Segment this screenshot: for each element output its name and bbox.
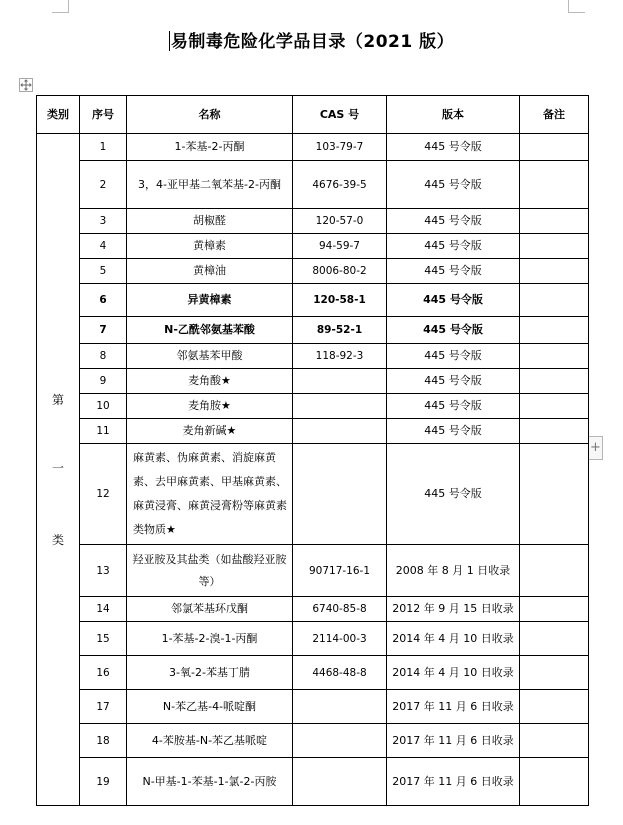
table-row [37, 317, 589, 344]
remark-cell [520, 394, 589, 419]
name-cell: 羟亚胺及其盐类（如盐酸羟亚胺等） [127, 545, 293, 597]
serial-cell: 19 [80, 758, 127, 806]
remark-cell [520, 134, 589, 161]
serial-cell: 1 [80, 134, 127, 161]
header-name: 名称 [127, 96, 293, 134]
name-cell: 麦角胺★ [127, 394, 293, 419]
cas-cell [293, 419, 387, 444]
serial-cell: 7 [80, 317, 127, 344]
serial-cell: 11 [80, 419, 127, 444]
table-row [37, 161, 589, 209]
name-cell: 胡椒醛 [127, 209, 293, 234]
cas-cell [293, 369, 387, 394]
name-cell: 麦角酸★ [127, 369, 293, 394]
page-title [0, 27, 623, 52]
table-row [37, 369, 589, 394]
table-row [37, 259, 589, 284]
table-row [37, 758, 589, 806]
version-cell: 445 号令版 [387, 444, 520, 545]
category-char: 类 [51, 532, 64, 547]
name-cell: 4-苯胺基-N-苯乙基哌啶 [127, 724, 293, 758]
remark-cell [520, 622, 589, 656]
serial-cell: 15 [80, 622, 127, 656]
serial-cell: 18 [80, 724, 127, 758]
header-serial: 序号 [80, 96, 127, 134]
serial-cell: 2 [80, 161, 127, 209]
name-cell: 黄樟素 [127, 234, 293, 259]
serial-cell: 17 [80, 690, 127, 724]
remark-cell [520, 344, 589, 369]
remark-cell [520, 161, 589, 209]
remark-cell [520, 724, 589, 758]
version-cell: 445 号令版 [387, 234, 520, 259]
remark-cell [520, 690, 589, 724]
serial-cell: 4 [80, 234, 127, 259]
cas-cell: 103-79-7 [293, 134, 387, 161]
name-cell: 邻氯苯基环戊酮 [127, 597, 293, 622]
table-row [37, 284, 589, 317]
cas-cell: 118-92-3 [293, 344, 387, 369]
remark-cell [520, 209, 589, 234]
page-corner-mark-left [52, 0, 69, 13]
table-header-row [37, 96, 589, 134]
text-cursor [169, 31, 170, 51]
table-row [37, 419, 589, 444]
header-version: 版本 [387, 96, 520, 134]
version-cell: 445 号令版 [387, 394, 520, 419]
cas-cell [293, 758, 387, 806]
name-cell: N-苯乙基-4-哌啶酮 [127, 690, 293, 724]
cas-cell: 120-57-0 [293, 209, 387, 234]
remark-cell [520, 369, 589, 394]
category-char: 一 [51, 460, 64, 475]
version-cell: 2008 年 8 月 1 日收录 [387, 545, 520, 597]
cas-cell: 94-59-7 [293, 234, 387, 259]
catalog-table [36, 95, 589, 806]
cas-cell [293, 724, 387, 758]
cas-cell: 4468-48-8 [293, 656, 387, 690]
cas-cell: 4676-39-5 [293, 161, 387, 209]
table-row [37, 690, 589, 724]
table-row [37, 394, 589, 419]
header-category: 类别 [37, 96, 80, 134]
remark-cell [520, 444, 589, 545]
version-cell: 2017 年 11 月 6 日收录 [387, 690, 520, 724]
remark-cell [520, 656, 589, 690]
remark-cell [520, 284, 589, 317]
remark-cell [520, 597, 589, 622]
version-cell: 445 号令版 [387, 344, 520, 369]
table-row [37, 622, 589, 656]
cas-cell: 2114-00-3 [293, 622, 387, 656]
table-row [37, 344, 589, 369]
serial-cell: 8 [80, 344, 127, 369]
cas-cell [293, 690, 387, 724]
serial-cell: 5 [80, 259, 127, 284]
serial-cell: 10 [80, 394, 127, 419]
remark-cell [520, 758, 589, 806]
table-row [37, 724, 589, 758]
serial-cell: 6 [80, 284, 127, 317]
version-cell: 445 号令版 [387, 419, 520, 444]
remark-cell [520, 259, 589, 284]
name-cell: N-乙酰邻氨基苯酸 [127, 317, 293, 344]
table-move-handle-icon[interactable] [19, 78, 33, 92]
serial-cell: 14 [80, 597, 127, 622]
table-row [37, 134, 589, 161]
version-cell: 2017 年 11 月 6 日收录 [387, 724, 520, 758]
version-cell: 2017 年 11 月 6 日收录 [387, 758, 520, 806]
name-cell: 异黄樟素 [127, 284, 293, 317]
version-cell: 445 号令版 [387, 209, 520, 234]
name-cell: 3-氧-2-苯基丁腈 [127, 656, 293, 690]
remark-cell [520, 234, 589, 259]
serial-cell: 16 [80, 656, 127, 690]
version-cell: 445 号令版 [387, 317, 520, 344]
table-row [37, 234, 589, 259]
name-cell: 邻氨基苯甲酸 [127, 344, 293, 369]
table-row [37, 656, 589, 690]
remark-cell [520, 419, 589, 444]
cas-cell: 8006-80-2 [293, 259, 387, 284]
category-char: 第 [51, 392, 64, 407]
version-cell: 445 号令版 [387, 369, 520, 394]
name-cell: 1-苯基-2-溴-1-丙酮 [127, 622, 293, 656]
version-cell: 2014 年 4 月 10 日收录 [387, 622, 520, 656]
cas-cell: 120-58-1 [293, 284, 387, 317]
cas-cell: 90717-16-1 [293, 545, 387, 597]
cas-cell [293, 394, 387, 419]
header-remark: 备注 [520, 96, 589, 134]
name-cell: 黄樟油 [127, 259, 293, 284]
remark-cell [520, 545, 589, 597]
table-row [37, 545, 589, 597]
table-row [37, 444, 589, 545]
add-row-plus-icon[interactable]: + [588, 436, 603, 460]
serial-cell: 9 [80, 369, 127, 394]
page-title-text: 易制毒危险化学品目录（2021 版） [170, 32, 455, 52]
table-row [37, 209, 589, 234]
name-cell: 3，4-亚甲基二氧苯基-2-丙酮 [127, 161, 293, 209]
name-cell: 麦角新碱★ [127, 419, 293, 444]
remark-cell [520, 317, 589, 344]
name-cell: N-甲基-1-苯基-1-氯-2-丙胺 [127, 758, 293, 806]
serial-cell: 3 [80, 209, 127, 234]
version-cell: 445 号令版 [387, 161, 520, 209]
category-cell [37, 134, 80, 806]
version-cell: 445 号令版 [387, 259, 520, 284]
name-cell: 1-苯基-2-丙酮 [127, 134, 293, 161]
cas-cell [293, 444, 387, 545]
cas-cell: 6740-85-8 [293, 597, 387, 622]
table-row [37, 597, 589, 622]
version-cell: 2012 年 9 月 15 日收录 [387, 597, 520, 622]
version-cell: 445 号令版 [387, 134, 520, 161]
serial-cell: 13 [80, 545, 127, 597]
header-cas: CAS 号 [293, 96, 387, 134]
cas-cell: 89-52-1 [293, 317, 387, 344]
version-cell: 2014 年 4 月 10 日收录 [387, 656, 520, 690]
serial-cell: 12 [80, 444, 127, 545]
page-corner-mark-right [568, 0, 585, 13]
name-cell: 麻黄素、伪麻黄素、消旋麻黄素、去甲麻黄素、甲基麻黄素、麻黄浸膏、麻黄浸膏粉等麻黄素类物质★ [127, 444, 293, 545]
version-cell: 445 号令版 [387, 284, 520, 317]
